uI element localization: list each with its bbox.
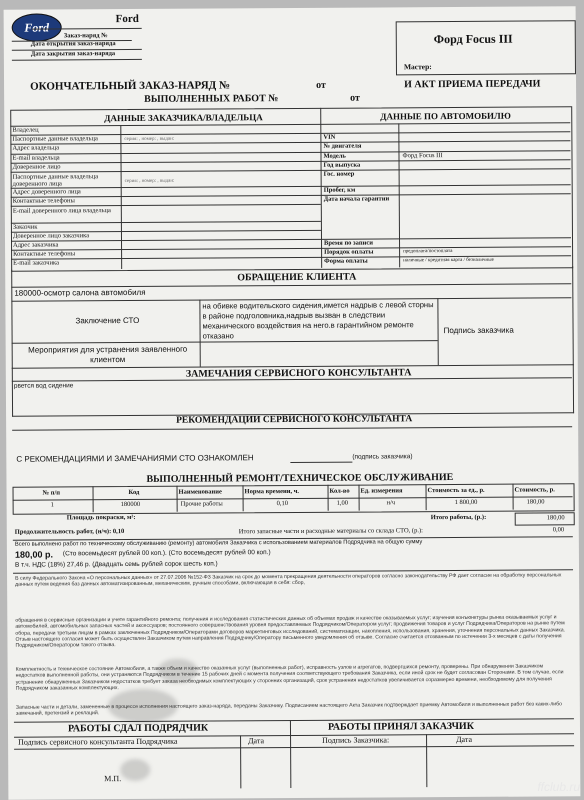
table-cell: н/ч — [386, 499, 396, 507]
vehicle-row-label: Дата начала гарантии — [323, 195, 390, 203]
brand-name: Ford — [115, 12, 139, 26]
site-watermark: ffclub.ru — [537, 780, 580, 794]
table-cell: 1 — [50, 501, 54, 509]
repair-col-header: Кол-во — [329, 487, 350, 495]
table-cell: Прочие работы — [180, 500, 223, 508]
vehicle-row-label: Пробег, км — [323, 186, 356, 194]
order-row-label: Порядок оплаты — [324, 248, 374, 256]
order-row-label: Время по записи — [324, 239, 373, 247]
customer-row-label: Адрес доверенного лица — [12, 188, 81, 196]
customer-row-label: Адрес владельца — [12, 144, 60, 152]
measures-label: Мероприятия для устранения заявленного клиентом — [28, 344, 188, 365]
repair-col-header: Код — [128, 488, 140, 497]
parts-total-label: Итого запасные части и расходные материалы со склада СТО, (р.): — [238, 527, 423, 536]
vehicle-row-label: Гос. номер — [323, 170, 355, 178]
sto-conclusion-label: Заключение СТО — [75, 315, 140, 326]
legal-paragraph: обращения в сервисные организации и учете гарантийного ремонта; получения и исследования статистических данных об объемах продаж и качестве оказываемых услуг; изучения конъюнктуры рынка оказываемых услуг и автомобилей, автомобильных запасных частей и аксессуаров; постоянного совершенствования уровня предоставляемых Подрядчиком/Оператором услуг; продвижения товаров и услуг Подрядчика/Операторов на рынке путем обора, передачи третьим лицам в рамках заключенных Подрядчиком/Операторами договоров маркетинговых исследований, систематизации, накопления, использования, хранения, уточнения персональных данных Заказчика. Отзыв настоящего согласия может быть осуществлен Заказчиком путем направления Подрядчику/Оператору письменного уведомления об отзыве. Согласие считается отозванным по истечении 3-х месяцев с даты получения Подрядчиком/Оператором такого отзыва. — [15, 614, 566, 649]
order-document — [4, 6, 581, 799]
customer-row-label: E-mail доверенного лица владельца — [12, 207, 111, 215]
acknowledge-text: С РЕКОМЕНДАЦИЯМИ И ЗАМЕЧАНИЯМИ СТО ОЗНАКОМЛЕН — [16, 453, 254, 464]
contractor-title: РАБОТЫ СДАЛ ПОДРЯДЧИК — [67, 722, 209, 735]
table-cell: 180000 — [120, 500, 141, 509]
master-label: Мастер: — [403, 62, 432, 72]
repair-section-title: ВЫПОЛНЕННЫЙ РЕМОНТ/ТЕХНИЧЕСКОЕ ОБСЛУЖИВАНИЕ — [146, 472, 454, 485]
remarks-section-title: ЗАМЕЧАНИЯ СЕРВИСНОГО КОНСУЛЬТАНТА — [185, 367, 412, 380]
customer-row-label: Паспортные данные владельца доверенного лица — [12, 173, 99, 188]
contractor-date-label: Дата — [248, 736, 265, 746]
total-amount-words: (Сто восемьдесят рублей 00 коп.). (Сто восемьдесят рублей 00 коп.) — [62, 549, 271, 558]
title-line2: ВЫПОЛНЕННЫХ РАБОТ № — [144, 93, 279, 105]
payment-order-value: предоплата/постоплата — [403, 249, 453, 255]
customer-row-label: Доверенное лицо заказчика — [12, 232, 90, 240]
customer-row-label: Адрес заказчика — [13, 241, 59, 249]
vat-line: В т.ч. НДС (18%) 27,46 р. (Двадцать семь рублей сорок шесть коп.) — [14, 560, 218, 569]
model-title: Форд Focus III — [433, 31, 513, 47]
table-cell: 1,00 — [336, 499, 349, 507]
stamp-placeholder: М.П. — [104, 774, 122, 784]
table-cell: 180,00 — [526, 498, 545, 506]
passport-hint: серия: , номер: , выдан: — [124, 136, 175, 143]
customer-row-label: E-mail владельца — [12, 154, 60, 162]
payment-form-value: наличные / кредитная карта / безналичные — [403, 257, 494, 264]
table-cell: 1 800,00 — [454, 498, 478, 507]
customer-row-label: Доверенное лицо — [12, 163, 61, 171]
repair-col-header: Стоимость за ед., р. — [427, 486, 485, 495]
total-amount: 180,00 р. — [14, 549, 53, 560]
order-number-label: Заказ-наряд № — [63, 32, 108, 40]
customer-row-label: Контактные телефоны — [12, 197, 75, 205]
sto-conclusion-text: на обивке водительского сидения,имется надрыв с левой сторны в районе подголовника,надрыв вызван в следствии механического воздействия на него.в гарантийном ремонте отказано — [202, 300, 434, 341]
works-total-cell — [515, 512, 575, 525]
repair-col-header: № п/п — [42, 489, 61, 497]
remarks-text: рвется вод сидение — [13, 382, 74, 390]
customer-row-label: Владелец — [12, 126, 39, 134]
customer-title: РАБОТЫ ПРИНЯЛ ЗАКАЗЧИК — [327, 720, 474, 733]
title-from1: от — [316, 79, 326, 91]
title-from2: от — [350, 92, 360, 104]
customer-row-label: Паспортные данные владельца — [12, 135, 98, 143]
vehicle-model-value: Форд Focus III — [402, 152, 443, 160]
repair-col-header: Ед. измерения — [360, 487, 403, 495]
vehicle-row-label: № двигателя — [323, 142, 362, 150]
table-cell: 0,10 — [276, 500, 289, 508]
customer-signature-label: Подпись заказчика — [443, 325, 514, 336]
duration-label: Продолжительность работ, (н/ч): 0,10 — [14, 528, 125, 536]
works-total-label: Итого работы, (р.): — [430, 513, 487, 522]
ford-logo: Ford — [12, 13, 62, 41]
repair-col-header: Стоимость, р. — [514, 486, 555, 494]
signature-smudge — [108, 689, 178, 723]
customer-sign-label: Подпись Заказчика: — [322, 735, 390, 745]
acknowledge-sign: (подпись заказчика) — [352, 453, 413, 461]
vehicle-section-title: ДАННЫЕ ПО АВТОМОБИЛЮ — [380, 110, 511, 122]
signature-smudge — [158, 659, 198, 683]
vehicle-row-label: VIN — [323, 133, 336, 141]
signature-smudge — [120, 759, 150, 781]
appeal-section-title: ОБРАЩЕНИЕ КЛИЕНТА — [237, 271, 357, 284]
passport-hint-proxy: серия: , номер: , выдан: — [124, 178, 175, 185]
recommendations-section-title: РЕКОМЕНДАЦИИ СЕРВИСНОГО КОНСУЛЬТАНТА — [176, 414, 413, 426]
customer-row-label: Контактные телефоны — [13, 250, 76, 258]
customer-date-label: Дата — [456, 734, 473, 745]
parts-total-value: 0,00 — [552, 526, 565, 534]
contractor-sign-label: Подпись сервисного консультанта Подрядчика — [18, 736, 178, 747]
title-act: И АКТ ПРИЕМА ПЕРЕДАЧИ — [404, 78, 541, 91]
customer-section-title: ДАННЫЕ ЗАКАЗЧИКА/ВЛАДЕЛЬЦА — [104, 112, 263, 124]
legal-paragraph: Комплектность и техническое состояние Автомобиля, а также объем и качество оказанных услуг (выполненных работ), исправность узлов и агрегатов, подвергшихся ремонту, проверены. При обнаружении Заказчиком недостатков выполненной работы, они устраняются Подрядчиком в течение 15 рабочих дней с момента получения соответствующего требования Заказчика, если иной срок не будет согласован Сторонами. В том случае, если устранение обнаруженных Заказчиком недостатков требует заказа необходимых комплектующих у сторонних организаций, срок устранения недостатков увеличивается соразмерно времени, необходимому для получения Подрядчиком заказанных комплектующих. — [15, 663, 564, 692]
paint-area-label: Площадь покраски, м²: — [66, 513, 136, 522]
title-line1: ОКОНЧАТЕЛЬНЫЙ ЗАКАЗ-НАРЯД № — [30, 79, 231, 93]
appeal-text: 180000-осмотр салона автомобиля — [14, 287, 146, 298]
legal-paragraph: Запасные части и детали, замененные в процессе исполнения настоящего заказ-наряда, переданы Заказчику. Подписанием настоящего Акта Заказчик подтверждает приемку Автомобиля и выполненных работ без каких-либо замечаний, претензий и реклаций. — [15, 701, 563, 717]
works-total-value: 180,00 — [546, 514, 565, 522]
order-row-label: Форма оплаты — [324, 257, 368, 265]
legal-paragraph: В силу Федерального Закона «О персональных данных» от 27.07.2006 №152-ФЗ Заказчик на срок до момента прекращения деятельности операторов согласно законодательству РФ дает согласие на обработку персональных данных путем ведения баз данных автоматизированным, механическим, ручным способами, включающая в себя: сбор, — [15, 572, 562, 588]
open-date-label: Дата открытия заказ-наряда — [30, 40, 116, 48]
repair-col-header: Наименование — [178, 488, 222, 496]
customer-row-label: Заказчик — [12, 223, 38, 231]
repair-col-header: Норма времени, ч. — [244, 487, 299, 496]
vehicle-row-label: Год выпуска — [323, 161, 361, 169]
total-line: Всего выполнено работ по техническому обслуживанию (ремонту) автомобиля Заказчика с использованием материалов Подрядчика на общую сумму — [14, 539, 423, 548]
vehicle-row-label: Модель — [323, 152, 346, 160]
customer-row-label: E-mail заказчика — [13, 259, 60, 267]
close-date-label: Дата закрытия заказ-наряда — [30, 50, 116, 58]
